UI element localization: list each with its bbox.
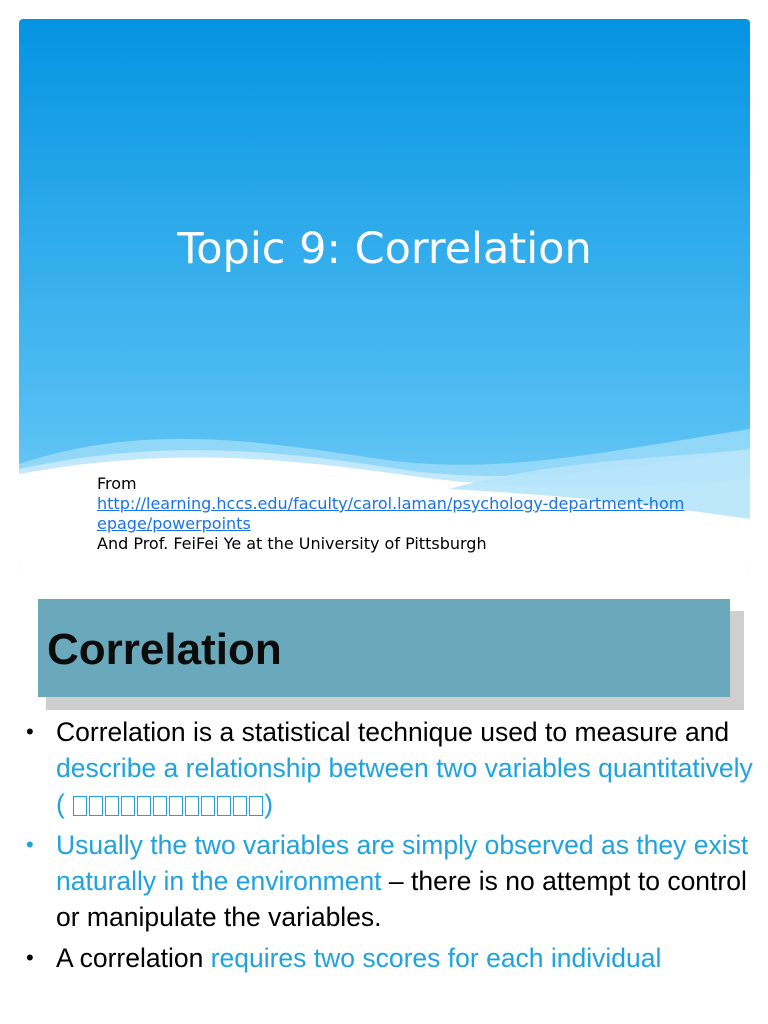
slide-heading: Correlation <box>47 625 282 674</box>
bullet-highlight: describe a relationship between two variables quantitatively ( <box>56 753 753 819</box>
bullet-text: Correlation is a statistical technique used to measure and <box>56 717 730 747</box>
missing-glyph-boxes <box>72 789 264 819</box>
bullet-highlight: Usually the two variables are simply observed as they exist naturally in the environment <box>56 830 749 896</box>
bullet-text: – there is no attempt to control or manipulate the variables. <box>56 866 747 932</box>
bullet-list <box>24 714 754 981</box>
credit-from-label: From <box>97 474 137 493</box>
credit-line: And Prof. FeiFei Ye at the University of Pittsburgh <box>97 534 487 553</box>
bullet-item <box>24 827 754 935</box>
heading-box <box>38 599 730 697</box>
correlation-slide <box>0 580 768 1024</box>
bullet-dot-icon: • <box>26 945 34 970</box>
credit-block <box>97 474 687 554</box>
bullet-dot-icon: • <box>26 719 34 744</box>
bullet-item <box>24 714 754 822</box>
title-slide <box>19 19 750 569</box>
bullet-item <box>24 940 754 976</box>
bullet-highlight-end: ) <box>264 789 274 819</box>
bullet-highlight: requires two scores for each individual <box>210 943 662 973</box>
credit-link[interactable]: http://learning.hccs.edu/faculty/carol.laman/psychology-department-homepage/powerpoints <box>97 494 685 533</box>
bullet-dot-icon: • <box>26 832 34 857</box>
bullet-text: A correlation <box>56 943 211 973</box>
slide-title: Topic 9: Correlation <box>177 224 592 274</box>
